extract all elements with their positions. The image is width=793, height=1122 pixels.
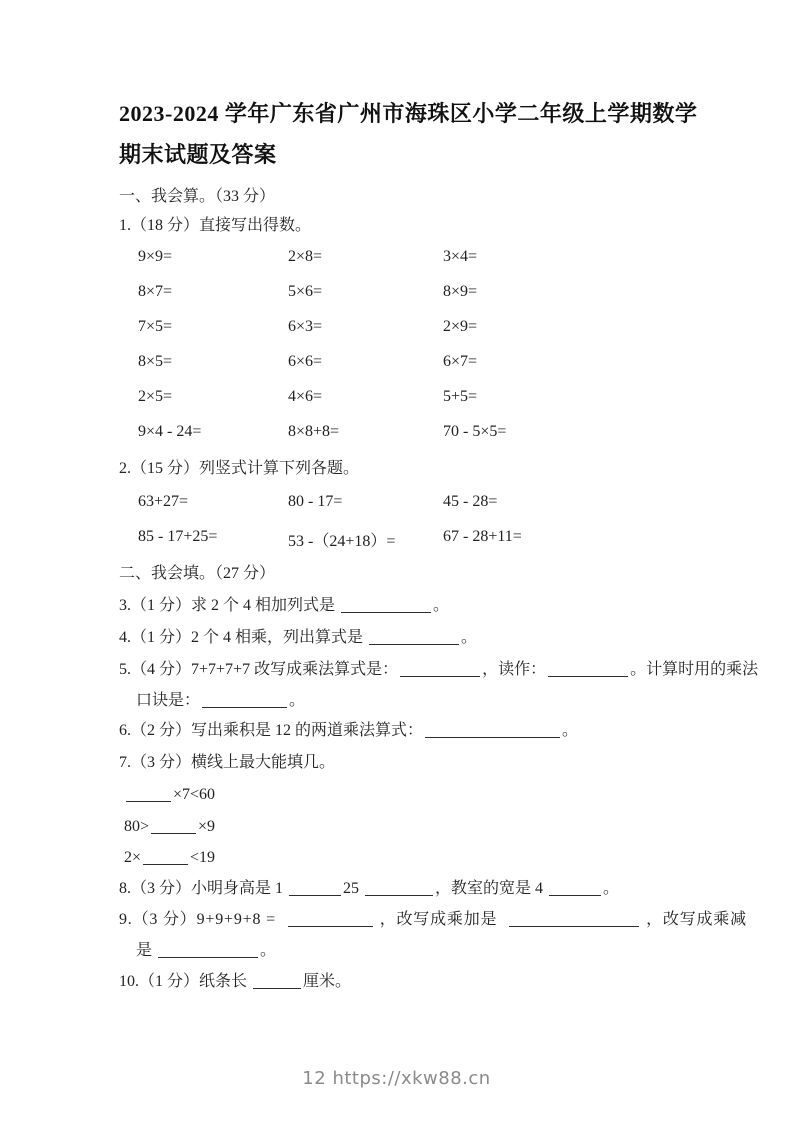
question-text: 口诀是： xyxy=(136,692,201,709)
answer-blank xyxy=(289,880,341,896)
question-text: 。 xyxy=(433,597,450,614)
expression: 4×6= xyxy=(288,388,323,405)
question-5-line-2 xyxy=(136,690,305,712)
expression: 67 - 28+11= xyxy=(443,528,522,545)
expression: 8×5= xyxy=(138,353,173,370)
expression: 85 - 17+25= xyxy=(138,528,218,545)
answer-blank xyxy=(288,911,373,927)
expression: 45 - 28= xyxy=(443,493,498,510)
answer-blank xyxy=(202,692,287,708)
question-text: 。 xyxy=(562,722,579,739)
expression: 80 - 17= xyxy=(288,493,343,510)
q2-expression-row xyxy=(0,493,793,515)
expression: 6×6= xyxy=(288,353,323,370)
section-heading-text: 一、我会算。（33 分） xyxy=(119,188,276,205)
question-text: 。计算时用的乘法 xyxy=(630,661,759,678)
question-text: 25 xyxy=(343,880,364,897)
q1-expression-row xyxy=(0,388,793,410)
expression: 8×7= xyxy=(138,283,173,300)
question-7-sub-1 xyxy=(124,784,215,806)
question-text: ，改写成乘加是 xyxy=(379,911,503,928)
expression: 2×8= xyxy=(288,248,323,265)
question-text: 9.（3 分）9+9+9+8 = xyxy=(119,911,281,928)
title-text: 2023-2024 学年广东省广州市海珠区小学二年级上学期数学 xyxy=(119,101,698,126)
question-text: ×9 xyxy=(198,818,216,835)
expression: 7×5= xyxy=(138,318,173,335)
section-1-heading xyxy=(119,186,275,208)
question-label-text: 1.（18 分）直接写出得数。 xyxy=(119,217,312,234)
question-text: 4.（1 分）2 个 4 相乘，列出算式是 xyxy=(119,629,368,646)
expression: 9×4 - 24= xyxy=(138,423,202,440)
q1-expression-row xyxy=(0,248,793,270)
question-text: 3.（1 分）求 2 个 4 相加列式是 xyxy=(119,597,340,614)
expression: 6×7= xyxy=(443,353,478,370)
expression: 9×9= xyxy=(138,248,173,265)
question-3 xyxy=(119,595,449,617)
q1-expression-row xyxy=(0,423,793,445)
section-heading-text: 二、我会填。（27 分） xyxy=(119,565,276,582)
question-8 xyxy=(119,878,619,900)
page-title-line-1 xyxy=(119,103,697,125)
expression: 8×9= xyxy=(443,283,478,300)
answer-blank xyxy=(549,880,601,896)
expression: 70 - 5×5= xyxy=(443,423,507,440)
question-text: 。 xyxy=(461,629,478,646)
question-2-label xyxy=(119,458,359,480)
answer-blank xyxy=(548,661,628,677)
page-title-line-2 xyxy=(119,144,277,166)
question-text: 10.（1 分）纸条长 xyxy=(119,973,252,990)
expression: 63+27= xyxy=(138,493,189,510)
question-9-line-2 xyxy=(136,940,276,962)
question-4 xyxy=(119,627,477,649)
question-5-line-1 xyxy=(119,659,758,681)
question-text: 8.（3 分）小明身高是 1 xyxy=(119,880,288,897)
question-text: 是 xyxy=(136,942,157,959)
q2-expression-row xyxy=(0,528,793,550)
page-footer xyxy=(0,1068,793,1089)
question-text: 5.（4 分）7+7+7+7 改写成乘法算式是： xyxy=(119,661,399,678)
expression: 5+5= xyxy=(443,388,478,405)
question-text: 厘米。 xyxy=(303,973,352,990)
answer-blank xyxy=(369,629,459,645)
question-text: ，读作： xyxy=(482,661,547,678)
question-text: 。 xyxy=(289,692,306,709)
question-text: ×7<60 xyxy=(173,786,216,803)
question-text: ，教室的宽是 4 xyxy=(435,880,548,897)
title-text: 期末试题及答案 xyxy=(119,142,277,167)
expression: 8×8+8= xyxy=(288,423,340,440)
question-text: 80> xyxy=(124,818,150,835)
question-text: 。 xyxy=(260,942,277,959)
answer-blank xyxy=(151,818,196,834)
q1-expression-row xyxy=(0,283,793,305)
q1-expression-row xyxy=(0,318,793,340)
question-9-line-1 xyxy=(119,909,747,931)
expression: 2×9= xyxy=(443,318,478,335)
page-number: 12 xyxy=(302,1068,327,1089)
answer-blank xyxy=(365,880,433,896)
section-2-heading xyxy=(119,563,275,585)
question-7-sub-3 xyxy=(124,847,215,869)
question-text: 。 xyxy=(603,880,620,897)
question-6 xyxy=(119,720,578,742)
question-label-text: 7.（3 分）横线上最大能填几。 xyxy=(119,754,336,771)
answer-blank xyxy=(425,722,560,738)
question-text: <19 xyxy=(190,849,216,866)
expression: 5×6= xyxy=(288,283,323,300)
question-text: 6.（2 分）写出乘积是 12 的两道乘法算式： xyxy=(119,722,424,739)
footer-url: https://xkw88.cn xyxy=(332,1068,491,1089)
answer-blank xyxy=(341,597,431,613)
question-text: ，改写成乘减 xyxy=(646,911,747,928)
answer-blank xyxy=(158,942,258,958)
question-1-label xyxy=(119,215,311,237)
q1-expression-row xyxy=(0,353,793,375)
answer-blank xyxy=(400,661,480,677)
expression: 6×3= xyxy=(288,318,323,335)
question-7-label xyxy=(119,752,335,774)
expression: 2×5= xyxy=(138,388,173,405)
question-10 xyxy=(119,971,351,993)
expression: 3×4= xyxy=(443,248,478,265)
question-text: 2× xyxy=(124,849,142,866)
expression: 53 -（24+18）= xyxy=(288,533,396,550)
question-label-text: 2.（15 分）列竖式计算下列各题。 xyxy=(119,460,360,477)
answer-blank xyxy=(509,911,639,927)
answer-blank xyxy=(253,973,301,989)
answer-blank xyxy=(126,786,171,802)
answer-blank xyxy=(143,849,188,865)
question-7-sub-2 xyxy=(124,816,215,838)
